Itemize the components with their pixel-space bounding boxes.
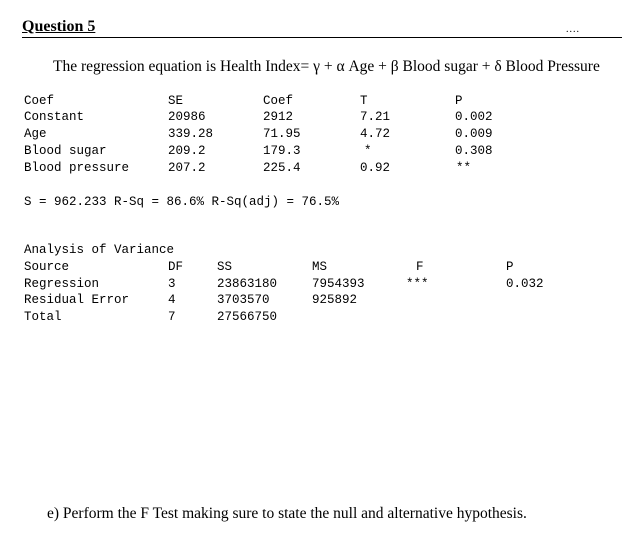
coef-row-coef: 2912 (263, 110, 294, 124)
anova-header-f: F (416, 260, 424, 274)
coef-row-term: Blood sugar (24, 144, 107, 158)
coef-row-t: 4.72 (360, 127, 391, 141)
anova-header-df: DF (168, 260, 184, 274)
coef-row-term: Age (24, 127, 47, 141)
coef-row-se: 209.2 (168, 144, 206, 158)
anova-title: Analysis of Variance (24, 243, 175, 257)
coef-header-term: Coef (24, 94, 55, 108)
coef-row-t: * (364, 144, 372, 158)
coef-row-coef: 225.4 (263, 161, 301, 175)
anova-row-ms: 7954393 (312, 277, 365, 291)
title-underline-rule (22, 37, 622, 38)
anova-row-df: 3 (168, 277, 176, 291)
fit-summary: S = 962.233 R-Sq = 86.6% R-Sq(adj) = 76.5% (24, 195, 340, 209)
anova-row-f: *** (406, 277, 429, 291)
coef-row-p: ** (456, 161, 472, 175)
anova-row-source: Regression (24, 277, 100, 291)
anova-header-p: P (506, 260, 514, 274)
coef-row-t: 7.21 (360, 110, 391, 124)
header-dots: .... (566, 24, 580, 35)
anova-header-source: Source (24, 260, 70, 274)
coef-row-coef: 179.3 (263, 144, 301, 158)
anova-row-source: Residual Error (24, 293, 130, 307)
coef-row-se: 207.2 (168, 161, 206, 175)
coef-row-term: Constant (24, 110, 85, 124)
anova-header-ss: SS (217, 260, 233, 274)
anova-row-ms: 925892 (312, 293, 358, 307)
anova-row-ss: 23863180 (217, 277, 278, 291)
coef-row-p: 0.009 (455, 127, 493, 141)
anova-row-ss: 3703570 (217, 293, 270, 307)
coef-row-se: 339.28 (168, 127, 214, 141)
coef-row-p: 0.308 (455, 144, 493, 158)
coef-row-p: 0.002 (455, 110, 493, 124)
coef-row-term: Blood pressure (24, 161, 130, 175)
anova-row-df: 4 (168, 293, 176, 307)
anova-row-source: Total (24, 310, 62, 324)
anova-row-p: 0.032 (506, 277, 544, 291)
coef-header-p: P (455, 94, 463, 108)
coef-row-se: 20986 (168, 110, 206, 124)
coef-row-coef: 71.95 (263, 127, 301, 141)
anova-row-ss: 27566750 (217, 310, 278, 324)
anova-header-ms: MS (312, 260, 328, 274)
coef-row-t: 0.92 (360, 161, 391, 175)
question-e-prompt: e) Perform the F Test making sure to state the null and alternative hypothesis. (47, 505, 527, 522)
anova-row-df: 7 (168, 310, 176, 324)
coef-header-t: T (360, 94, 368, 108)
question-title: Question 5 (22, 18, 96, 35)
coef-header-se: SE (168, 94, 184, 108)
coef-header-coef: Coef (263, 94, 294, 108)
regression-equation: The regression equation is Health Index= γ + α Age + β Blood sugar + δ Blood Pressure (53, 58, 600, 75)
